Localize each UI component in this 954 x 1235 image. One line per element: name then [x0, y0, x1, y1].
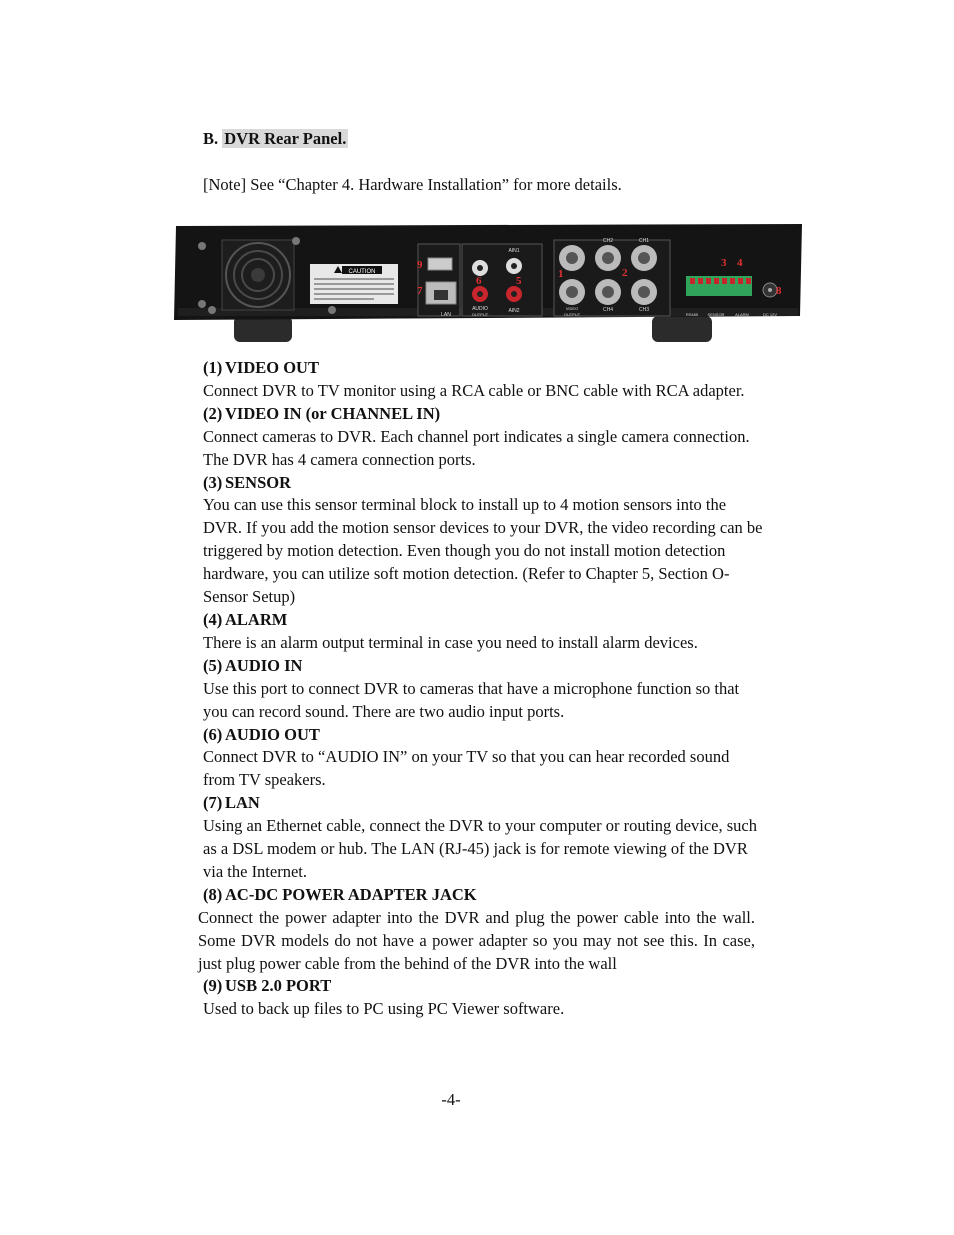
page-number: -4-	[441, 1090, 461, 1109]
screw-icon	[328, 306, 336, 314]
video-label: VIDEO	[565, 306, 579, 311]
item-number: (2)	[203, 403, 223, 423]
video-output-label: OUTPUT	[563, 312, 581, 317]
ch4-label: CH4	[602, 307, 614, 313]
usb-port-icon	[428, 258, 452, 270]
item-description: You can use this sensor terminal block to install up to 4 motion sensors into the DVR. If you add the motion sensor devices to your DVR, the video recording can be triggered by motion detection. Even though you do not install motion detection hardware, you can utilize soft motion detection. (Refer to Chapter 5, Section O-Sensor Setup)	[203, 495, 763, 607]
callout-7: 7	[417, 285, 423, 297]
item-number: (8)	[203, 884, 223, 904]
callout-2: 2	[622, 267, 628, 279]
item-title: ALARM	[225, 609, 288, 629]
item-title: VIDEO IN (or CHANNEL IN)	[225, 403, 441, 423]
item-title: AUDIO IN	[225, 655, 303, 675]
callout-6: 6	[476, 275, 482, 287]
item-number: (6)	[203, 724, 223, 744]
item-number: (7)	[203, 793, 223, 813]
callout-4: 4	[737, 257, 743, 269]
ch1-label: CH1	[638, 238, 650, 244]
callout-3: 3	[721, 257, 727, 269]
sensor-label: SENSOR	[707, 312, 725, 317]
item-description: Use this port to connect DVR to cameras that have a microphone function so that you can record sound. There are two audio input ports.	[203, 678, 740, 721]
item-video-out	[203, 357, 763, 403]
screw-icon	[208, 306, 216, 314]
item-lan	[203, 792, 763, 884]
item-title: AC-DC POWER ADAPTER JACK	[225, 884, 477, 904]
lan-label: LAN	[441, 312, 451, 318]
ain1-label: AIN1	[508, 248, 520, 254]
item-description: Connect DVR to “AUDIO IN” on your TV so that you can hear recorded sound from TV speakers.	[203, 747, 730, 790]
item-title: VIDEO OUT	[225, 358, 319, 377]
item-description: Connect cameras to DVR. Each channel port indicates a single camera connection. The DVR has 4 camera connection ports.	[203, 426, 750, 469]
screw-icon	[198, 300, 206, 308]
item-title: USB 2.0 PORT	[225, 976, 332, 996]
ch2-label: CH2	[602, 238, 614, 244]
note-text: [Note] See “Chapter 4. Hardware Installation” for more details.	[203, 175, 622, 194]
callout-8: 8	[776, 285, 782, 297]
port-descriptions	[198, 357, 763, 1021]
item-number: (4)	[203, 609, 223, 629]
bnc-ch2-icon	[595, 245, 621, 271]
bnc-ch3-icon	[631, 279, 657, 305]
section-letter: B.	[203, 129, 219, 148]
dvr-rear-panel-image	[172, 220, 804, 348]
screw-icon	[198, 242, 206, 250]
callout-5: 5	[516, 275, 522, 287]
bnc-ch1-icon	[631, 245, 657, 271]
ch3-label: CH3	[638, 307, 650, 313]
item-video-in	[203, 403, 763, 472]
item-description: Used to back up files to PC using PC Viewer software.	[203, 999, 565, 1019]
screw-icon	[292, 237, 300, 245]
callout-1: 1	[558, 268, 564, 280]
item-description: There is an alarm output terminal in case you need to install alarm devices.	[203, 632, 698, 652]
item-usb-port	[203, 975, 763, 1021]
right-foot	[652, 316, 712, 342]
audio-output-label: OUTPUT	[471, 312, 489, 317]
item-number: (9)	[203, 976, 223, 996]
sensor-alarm-terminal-block	[686, 276, 752, 296]
section-heading	[203, 129, 348, 149]
item-description: Connect DVR to TV monitor using a RCA cable or BNC cable with RCA adapter.	[203, 380, 745, 400]
item-power-jack	[198, 884, 763, 976]
section-title: DVR Rear Panel.	[224, 129, 347, 148]
item-title: SENSOR	[225, 472, 292, 492]
item-title: AUDIO OUT	[225, 724, 320, 744]
ain2-label: AIN2	[508, 308, 520, 314]
item-alarm	[203, 609, 763, 655]
dc-label: DC 12V	[762, 312, 778, 317]
caution-text: CAUTION	[348, 269, 376, 275]
fan-grille-icon	[222, 240, 294, 310]
callout-9: 9	[417, 259, 423, 271]
item-title: LAN	[225, 793, 260, 813]
item-number: (1)	[203, 358, 223, 377]
item-description: Connect the power adapter into the DVR and plug the power cable into the wall. Some DVR models do not have a power adapter so you may not see this. In case, just plug power cable from the behind of the DVR into the wall	[198, 907, 755, 973]
audio-label: AUDIO	[472, 306, 488, 312]
caution-label	[310, 264, 398, 304]
item-sensor	[203, 472, 763, 609]
item-audio-in	[203, 655, 763, 724]
left-foot	[234, 316, 292, 342]
item-description: Using an Ethernet cable, connect the DVR to your computer or routing device, such as a DSL modem or hub. The LAN (RJ-45) jack is for remote viewing of the DVR via the Internet.	[203, 816, 757, 881]
item-number: (3)	[203, 472, 223, 492]
alarm-label: ALARM	[735, 312, 749, 317]
item-number: (5)	[203, 655, 223, 675]
bnc-ch4-icon	[595, 279, 621, 305]
bnc-video-out-2-icon	[559, 279, 585, 305]
rs485-label: RS485	[685, 312, 699, 317]
item-audio-out	[203, 724, 763, 793]
